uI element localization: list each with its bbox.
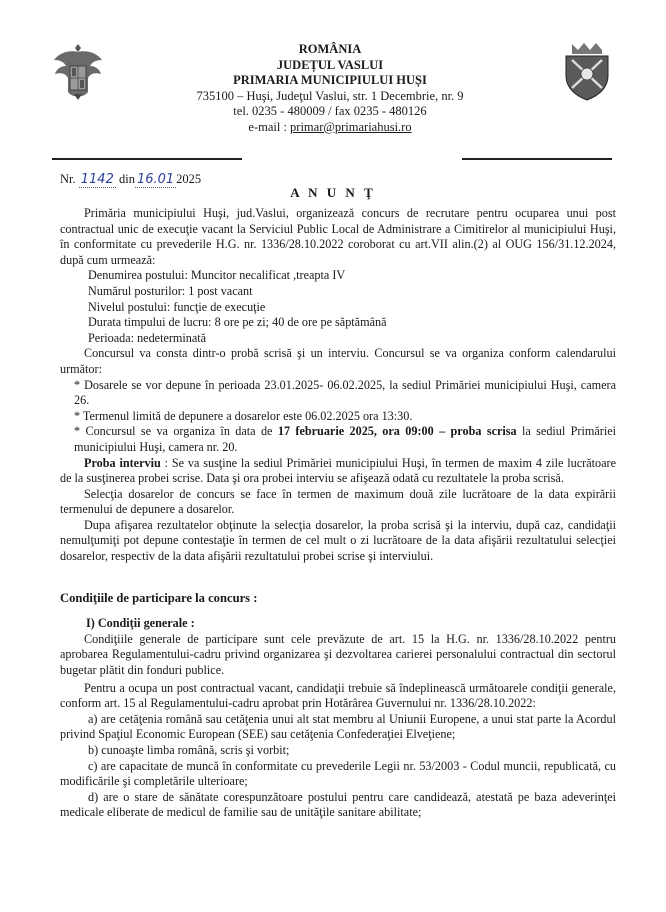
- bullet-file-submission: * Dosarele se vor depune în perioada 23.01.2025- 06.02.2025, la sediul Primăriei municipiului Huşi, camera 26.: [74, 377, 616, 408]
- bullet-contest-post: la sediul Primăriei municipiului Huşi, camera nr. 20.: [74, 424, 616, 454]
- phone-fax: tel. 0235 - 480009 / fax 0235 - 480126: [233, 104, 427, 118]
- romania-coat-of-arms-icon: [52, 40, 104, 102]
- header-divider-right: [462, 158, 612, 160]
- post-count: Numărul posturilor: 1 post vacant: [88, 283, 253, 298]
- bullet-contest-date: [60, 424, 616, 455]
- county-name: JUDEȚUL VASLUI: [276, 57, 384, 72]
- condition-c: c) are capacitate de muncă în conformitate cu prevederile Legii nr. 53/2003 - Codul muncii, republicată, cu modificările şi completările ulterioare;: [60, 758, 616, 789]
- general-conditions-heading: I) Condiţii generale :: [86, 616, 195, 631]
- header-divider-left: [52, 158, 242, 160]
- email-label: e-mail :: [248, 119, 291, 134]
- condition-a: a) are cetăţenia română sau cetăţenia unui alt stat membru al Uniunii Europene, a unui stat parte la Acordul privind Spaţiul Economic European (SEE) sau cetăţenia Confederaţiei Elveţiene;: [60, 711, 616, 742]
- registration-date: 16.01: [136, 172, 175, 187]
- vaslui-county-coat-of-arms-icon: [560, 40, 614, 102]
- din-label: din: [118, 172, 135, 186]
- condition-b: b) cunoaşte limba română, scris şi vorbit;: [88, 743, 290, 757]
- general-conditions-text: Condiţiile generale de participare sunt cele prevăzute de art. 15 la H.G. nr. 1336/28.10.2022 pentru aprobarea Regulamentului-cadru privind organizarea şi dezvoltarea carierei personalului contractual din sectorul bugetar plătit din fonduri publice.: [60, 631, 616, 678]
- work-time: Durata timpului de lucru: 8 ore pe zi; 40 de ore pe săptămână: [88, 315, 387, 330]
- registration-year: 2025: [176, 172, 202, 186]
- selection-paragraph: Selecţia dosarelor de concurs se face în termen de maximum două zile lucrătoare de la data expirării termenului de depunere a dosarelor.: [60, 486, 616, 517]
- general-requirements: Pentru a ocupa un post contractual vacant, candidaţii trebuie să îndeplinească următoarele condiţii generale, conform art. 15 al Regulamentului-cadru aprobat prin Hotărârea Guvernului nr. 1336/28.10.2022:: [60, 680, 616, 711]
- conditions-heading: Condiţiile de participare la concurs :: [60, 590, 258, 605]
- institution-name: PRIMARIA MUNICIPIULUI HUȘI: [233, 73, 427, 87]
- interview-label: Proba interviu: [84, 455, 161, 470]
- contest-info: Concursul va consta dintr-o probă scrisă şi un interviu. Concursul se va organiza conform calendarului următor:: [60, 346, 616, 376]
- nr-label: Nr.: [60, 172, 76, 186]
- intro-paragraph: Primăria municipiului Huşi, jud.Vaslui, organizează concurs de recrutare pentru ocuparea unui post contractual unic de execuţie vacant la Serviciul Public Local de Administrare a Cimitirelor al municipiului Huşi, în conformitate cu prevederile H.G. nr. 1336/28.10.2022 coroborat cu art.VII alin.(2) al OUG 156/31.12.2024, după cum urmează:: [60, 206, 616, 267]
- email-link[interactable]: primar@primariahusi.ro: [290, 119, 412, 134]
- registration-number: 1142: [80, 172, 114, 187]
- interview-paragraph: [60, 456, 616, 487]
- contract-period: Perioada: nedeterminată: [88, 330, 207, 345]
- announcement-body: [60, 206, 616, 821]
- post-name: Denumirea postului: Muncitor necalificat ,treapta IV: [88, 268, 346, 283]
- bullet-contest-pre: * Concursul se va organiza în data de: [74, 424, 278, 439]
- letterhead: [120, 42, 540, 135]
- address: 735100 – Huşi, Judeţul Vaslui, str. 1 Decembrie, nr. 9: [196, 88, 464, 103]
- interview-text: : Se va susţine la sediul Primăriei municipiului Huşi, în termen de maxim 4 zile lucrătoare de la susţinerea probei scrise. Data şi ora probei interviu se afişează odată cu rezultatele la proba scrisă.: [60, 455, 616, 486]
- document-title: A N U N Ţ: [290, 185, 376, 200]
- appeal-paragraph: Dupa afişarea rezultatelor obţinute la selecţia dosarelor, la proba scrisă şi la interviu, după caz, candidaţii nemulţumiţi pot depune contestaţie în termen de cel mult o zi lucrătoare de la data afişării rezultatului selecţiei dosarelor, respectiv de la data afişării rezultatului probei scrise şi interviului.: [60, 517, 616, 564]
- post-level: Nivelul postului: funcţie de execuţie: [88, 299, 266, 314]
- bullet-contest-date-bold: 17 februarie 2025, ora 09:00 – proba scrisa: [277, 424, 517, 439]
- country-name: ROMÂNIA: [298, 42, 362, 56]
- email-line: [120, 120, 540, 136]
- bullet-deadline: * Termenul limită de depunere a dosarelor este 06.02.2025 ora 13:30.: [74, 408, 413, 423]
- condition-d: d) are o stare de sănătate corespunzătoare postului pentru care candidează, atestată pe baza adeverinţei medicale eliberate de medicul de familie sau de unităţile sanitare abilitate;: [60, 789, 616, 820]
